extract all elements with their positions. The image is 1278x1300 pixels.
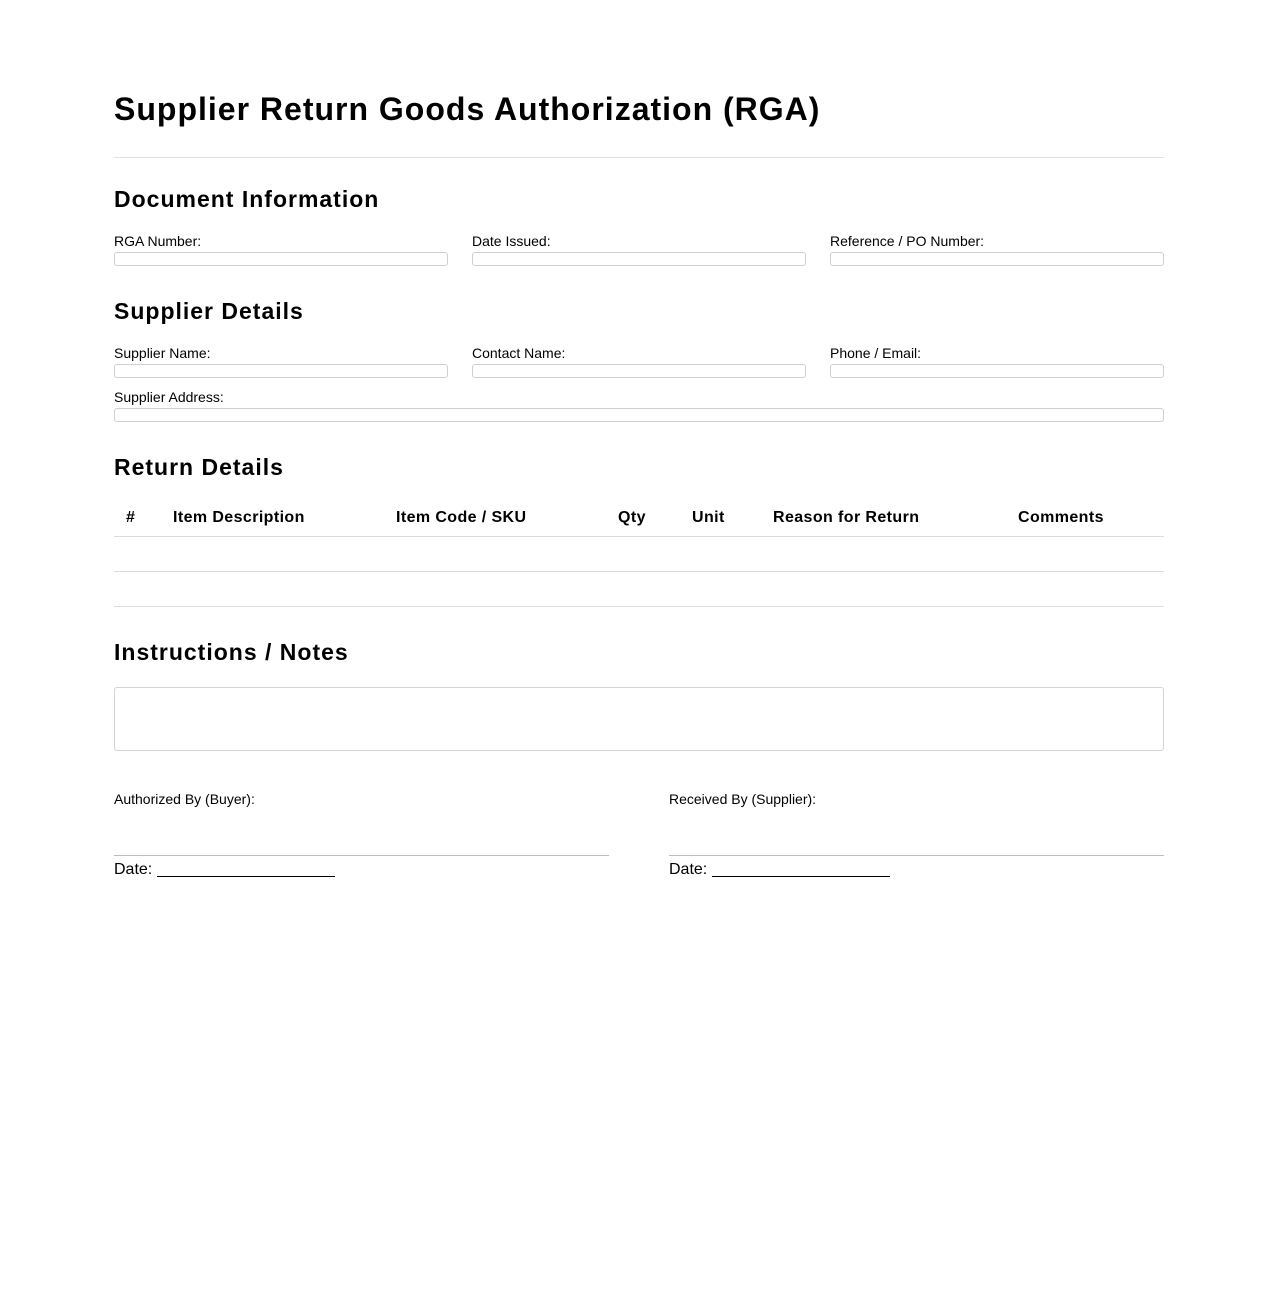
table-cell[interactable]: [384, 572, 606, 607]
rga-number-label: RGA Number:: [114, 233, 202, 249]
supplier-date-field: [669, 860, 1164, 880]
table-cell[interactable]: [606, 537, 680, 572]
section-heading-instructions-notes: Instructions / Notes: [114, 639, 349, 665]
section-heading-document-information: Document Information: [114, 186, 380, 212]
table-cell[interactable]: [680, 537, 761, 572]
supplier-address-label: Supplier Address:: [114, 389, 224, 405]
table-row: [114, 572, 1164, 607]
authorized-by-label: Authorized By (Buyer):: [114, 791, 255, 807]
buyer-date-line[interactable]: [157, 876, 335, 877]
table-cell[interactable]: [761, 572, 1006, 607]
return-items-table: [114, 500, 1164, 607]
signature-block-buyer: [114, 791, 609, 880]
supplier-signature-line[interactable]: [669, 855, 1164, 856]
buyer-date-label: Date:: [114, 861, 153, 878]
supplier-date-label: Date:: [669, 861, 708, 878]
supplier-name-label: Supplier Name:: [114, 345, 211, 361]
table-cell[interactable]: [680, 572, 761, 607]
phone-email-input[interactable]: [830, 364, 1164, 378]
table-cell[interactable]: [606, 572, 680, 607]
instructions-notes-textarea[interactable]: [114, 687, 1164, 751]
rga-number-field: [114, 233, 448, 266]
signature-block-supplier: [669, 791, 1164, 880]
column-header-number: #: [114, 500, 161, 537]
page-title: Supplier Return Goods Authorization (RGA): [114, 91, 821, 127]
supplier-date-line[interactable]: [712, 876, 890, 877]
table-row: [114, 537, 1164, 572]
date-issued-field: [472, 233, 806, 266]
column-header-item-description: Item Description: [161, 500, 384, 537]
table-cell[interactable]: [161, 572, 384, 607]
received-by-label: Received By (Supplier):: [669, 791, 817, 807]
supplier-name-input[interactable]: [114, 364, 448, 378]
column-header-comments: Comments: [1006, 500, 1164, 537]
contact-name-label: Contact Name:: [472, 345, 566, 361]
column-header-qty: Qty: [606, 500, 680, 537]
buyer-signature-line[interactable]: [114, 855, 609, 856]
phone-email-field: [830, 345, 1164, 378]
supplier-address-input[interactable]: [114, 408, 1164, 422]
column-header-reason-for-return: Reason for Return: [761, 500, 1006, 537]
table-cell[interactable]: [161, 537, 384, 572]
section-heading-return-details: Return Details: [114, 454, 284, 480]
table-cell[interactable]: [114, 572, 161, 607]
buyer-date-field: [114, 860, 609, 880]
table-cell[interactable]: [384, 537, 606, 572]
table-cell[interactable]: [1006, 572, 1164, 607]
contact-name-input[interactable]: [472, 364, 806, 378]
reference-po-number-field: [830, 233, 1164, 266]
table-cell[interactable]: [761, 537, 1006, 572]
phone-email-label: Phone / Email:: [830, 345, 922, 361]
supplier-name-field: [114, 345, 448, 378]
column-header-item-code-sku: Item Code / SKU: [384, 500, 606, 537]
contact-name-field: [472, 345, 806, 378]
rga-number-input[interactable]: [114, 252, 448, 266]
title-divider: [114, 157, 1164, 158]
reference-po-number-label: Reference / PO Number:: [830, 233, 985, 249]
table-header-row: [114, 500, 1164, 537]
section-heading-supplier-details: Supplier Details: [114, 298, 304, 324]
reference-po-number-input[interactable]: [830, 252, 1164, 266]
supplier-address-field: [114, 389, 1164, 422]
table-cell[interactable]: [1006, 537, 1164, 572]
date-issued-label: Date Issued:: [472, 233, 551, 249]
column-header-unit: Unit: [680, 500, 761, 537]
date-issued-input[interactable]: [472, 252, 806, 266]
table-cell[interactable]: [114, 537, 161, 572]
